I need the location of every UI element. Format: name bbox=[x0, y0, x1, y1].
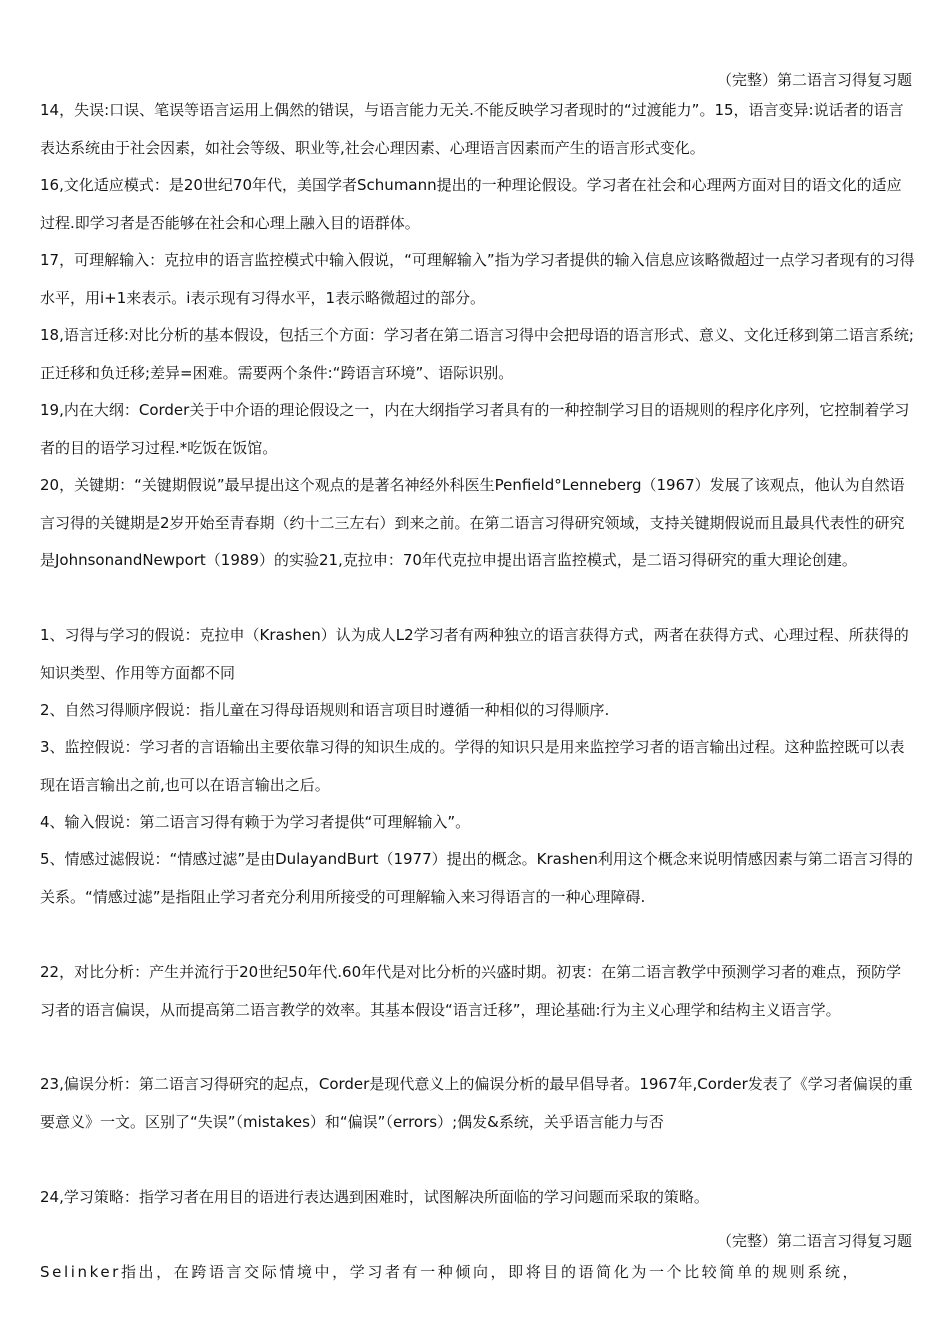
hypothesis-3: 3、监控假说：学习者的言语输出主要依靠习得的知识生成的。学得的知识只是用来监控学习者的语言输出过程。这种监控既可以表现在语言输出之前,也可以在语言输出之后。 bbox=[40, 738, 905, 794]
hypothesis-4: 4、输入假说：第二语言习得有赖于为学习者提供“可理解输入”。 bbox=[40, 813, 471, 831]
paragraph-22: 22，对比分析：产生并流行于20世纪50年代.60年代是对比分析的兴盛时期。初衷：在第二语言教学中预测学习者的难点，预防学习者的语言偏误，从而提高第二语言教学的效率。其基本假设“语言迁移”，理论基础:行为主义心理学和结构主义语言学。 bbox=[40, 963, 902, 1019]
paragraph-18: 18,语言迁移:对比分析的基本假设，包括三个方面：学习者在第二语言习得中会把母语的语言形式、意义、文化迁移到第二语言系统;正迁移和负迁移;差异=困难。需要两个条件:“跨语言环境”、语际识别。 bbox=[40, 326, 914, 382]
paragraph-19: 19,内在大纲：Corder关于中介语的理论假设之一，内在大纲指学习者具有的一种控制学习目的语规则的程序化序列，它控制着学习者的目的语学习过程.*吃饭在饭馆。 bbox=[40, 401, 910, 457]
paragraph-14-15: 14，失误:口误、笔误等语言运用上偶然的错误，与语言能力无关.不能反映学习者现时的“过渡能力”。15，语言变异:说话者的语言表达系统由于社会因素，如社会等级、职业等,社会心理因素、心理语言因素而产生的语言形式变化。 bbox=[40, 101, 904, 157]
paragraph-17: 17，可理解输入：克拉申的语言监控模式中输入假说，“可理解输入”指为学习者提供的输入信息应该略微超过一点学习者现有的习得水平，用i+1来表示。i表示现有习得水平，1表示略微超过的部分。 bbox=[40, 251, 915, 307]
paragraph-16: 16,文化适应模式：是20世纪70年代，美国学者Schumann提出的一种理论假设。学习者在社会和心理两方面对目的语文化的适应过程.即学习者是否能够在社会和心理上融入目的语群体。 bbox=[40, 176, 902, 232]
paragraph-selinker: Selinker指出，在跨语言交际情境中，学习者有一种倾向，即将目的语简化为一个比较简单的规则系统， bbox=[40, 1263, 861, 1281]
page-header-repeat: （完整）第二语言习得复习题 bbox=[716, 1232, 912, 1250]
paragraph-20-21: 20，关键期：“关键期假说”最早提出这个观点的是著名神经外科医生Penfield°Lenneberg（1967）发展了该观点，他认为自然语言习得的关键期是2岁开始至青春期（约十二三左右）到来之前。在第二语言习得研究领域，支持关键期假说而且最具代表性的研究是JohnsonandNewport（1989）的实验21,克拉申：70年代克拉申提出语言监控模式，是二语习得研究的重大理论创建。 bbox=[40, 476, 905, 569]
hypothesis-5: 5、情感过滤假说：“情感过滤”是由DulayandBurt（1977）提出的概念。Krashen利用这个概念来说明情感因素与第二语言习得的关系。“情感过滤”是指阻止学习者充分利用所接受的可理解输入来习得语言的一种心理障碍. bbox=[40, 850, 913, 906]
paragraph-23: 23,偏误分析：第二语言习得研究的起点，Corder是现代意义上的偏误分析的最早倡导者。1967年,Corder发表了《学习者偏误的重要意义》一文。区别了“失误”（mistakes）和“偏误”（errors）;偶发&系统，关乎语言能力与否 bbox=[40, 1075, 913, 1131]
hypothesis-1: 1、习得与学习的假说：克拉申（Krashen）认为成人L2学习者有两种独立的语言获得方式，两者在获得方式、心理过程、所获得的知识类型、作用等方面都不同 bbox=[40, 626, 909, 682]
hypothesis-2: 2、自然习得顺序假说：指儿童在习得母语规则和语言项目时遵循一种相似的习得顺序. bbox=[40, 701, 610, 719]
page-header: （完整）第二语言习得复习题 bbox=[716, 71, 912, 89]
paragraph-24: 24,学习策略：指学习者在用目的语进行表达遇到困难时，试图解决所面临的学习问题而采取的策略。 bbox=[40, 1188, 709, 1206]
